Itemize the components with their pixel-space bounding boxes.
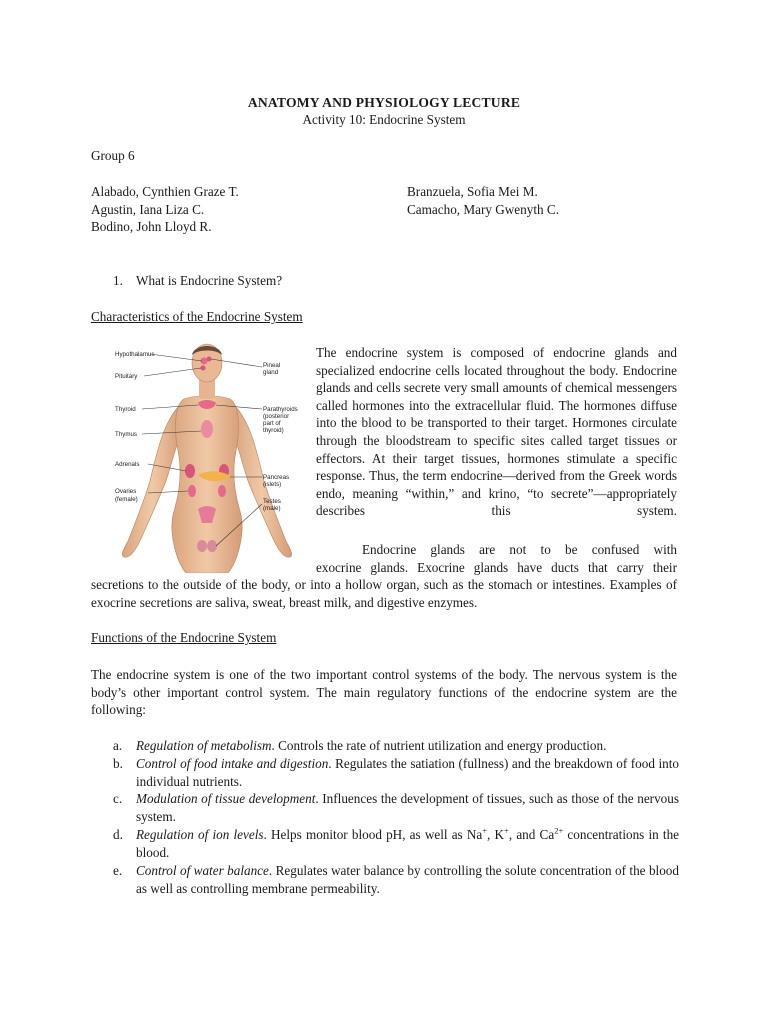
member-name: Alabado, Cynthien Graze T.: [91, 184, 239, 199]
ovary-right: [218, 485, 226, 497]
function-item-title: Control of food intake and digestion: [136, 756, 329, 771]
function-item: [113, 737, 679, 755]
function-item-title: Regulation of metabolism: [136, 738, 272, 753]
thymus-gland: [201, 420, 213, 438]
group-label: Group 6: [91, 148, 135, 163]
function-item: d. Regulation of ion levels. Helps monitor blood pH, as well as Na+, K+, and $Ca^{2+}$ concentrations in the blood.: [113, 825, 680, 860]
function-item-label: d.: [113, 827, 123, 842]
label-pineal: Pineal: [263, 362, 281, 369]
functions-intro: The endocrine system is one of the two important control systems of the body. The nervous system is the body’s other important control system. The main regulatory functions of the endocrine system are the following:: [91, 667, 677, 718]
characteristics-heading: Characteristics of the Endocrine System: [91, 309, 303, 324]
function-item-desc: . Influences the development of tissues, such as those of the nervous system.: [136, 791, 679, 824]
label-adrenals: Adrenals: [115, 461, 140, 468]
label-pancreas-2: (islets): [263, 481, 282, 488]
testis-left: [197, 540, 207, 552]
label-parathyroids-4: thyroid): [263, 427, 284, 434]
function-item-desc: . Controls the rate of nutrient utilization and energy production.: [271, 738, 607, 753]
endocrine-illustration: [112, 341, 302, 573]
functions-heading: Functions of the Endocrine System: [91, 630, 277, 645]
member-name: Agustin, Iana Liza C.: [91, 202, 205, 217]
member-name: Branzuela, Sofia Mei M.: [407, 184, 538, 199]
function-item-desc: . Regulates water balance by controlling the solute concentration of the blood as well as controlling membrane permeability.: [136, 863, 679, 896]
label-parathyroids-3: part of: [263, 420, 281, 427]
label-parathyroids: Parathyroids: [263, 406, 298, 413]
question-number: 1.: [113, 273, 123, 288]
label-pancreas: Pancreas: [263, 474, 290, 481]
characteristics-paragraph-2-line-1: Endocrine glands are not to be confused with: [362, 542, 677, 557]
label-thymus: Thymus: [115, 431, 138, 438]
pineal-gland: [207, 357, 212, 362]
ovary-left: [188, 485, 196, 497]
label-thyroid: Thyroid: [115, 406, 136, 413]
function-item-label: a.: [113, 738, 123, 753]
question-text: What is Endocrine System?: [136, 273, 283, 288]
adrenal-left: [185, 464, 195, 478]
pituitary-gland: [201, 366, 206, 371]
function-item-label: e.: [113, 863, 123, 878]
function-item-title: Modulation of tissue development: [136, 791, 316, 806]
characteristics-paragraph-2-line-2: exocrine glands. Exocrine glands have ducts that carry their: [316, 560, 677, 575]
label-parathyroids-2: (posterior: [263, 413, 290, 420]
function-item: [113, 862, 679, 897]
function-item: [113, 755, 679, 790]
label-pineal-2: gland: [263, 369, 279, 376]
label-ovaries: Ovaries: [115, 488, 137, 495]
endocrine-figure: [112, 341, 302, 573]
function-item-desc: . Regulates the satiation (fullness) and the breakdown of food into individual nutrients.: [136, 756, 679, 789]
characteristics-paragraph-2-rest: secretions to the outside of the body, or into a hollow organ, such as the stomach or intestines. Examples of exocrine secretions are saliva, sweat, breast milk, and digestive enzymes.: [91, 577, 677, 610]
document-subtitle: Activity 10: Endocrine System: [302, 112, 466, 127]
label-testes: Testes: [263, 498, 281, 505]
member-name: Bodino, John Lloyd R.: [91, 219, 212, 234]
label-pituitary: Pituitary: [115, 373, 138, 380]
function-item-label: b.: [113, 756, 123, 771]
member-name: Camacho, Mary Gwenyth C.: [407, 202, 559, 217]
function-item-label: c.: [113, 791, 123, 806]
characteristics-paragraph-1: The endocrine system is composed of endocrine glands and specialized endocrine cells located throughout the body. Endocrine glands and cells secrete very small amounts of chemical messengers called hormones into the extracellular fluid. The hormones diffuse into the blood to be transported to their target. Hormones circulate through the bloodstream to specific sites called target tissues or effectors. At their target tissues, hormones stimulate a specific response. Thus, the term endocrine—derived from the Greek words endo, meaning “within,” and krino, “to secrete”—appropriately describes this system.: [316, 345, 677, 519]
function-item-title: Control of water balance: [136, 863, 269, 878]
label-hypothalamus: Hypothalamus: [115, 351, 155, 358]
testis-right: [207, 540, 217, 552]
document-title: ANATOMY AND PHYSIOLOGY LECTURE: [247, 95, 521, 110]
function-item: [113, 790, 679, 825]
label-testes-2: (male): [263, 505, 281, 512]
function-item-title: Regulation of ion levels: [136, 827, 264, 842]
label-ovaries-note: (female): [115, 496, 138, 503]
